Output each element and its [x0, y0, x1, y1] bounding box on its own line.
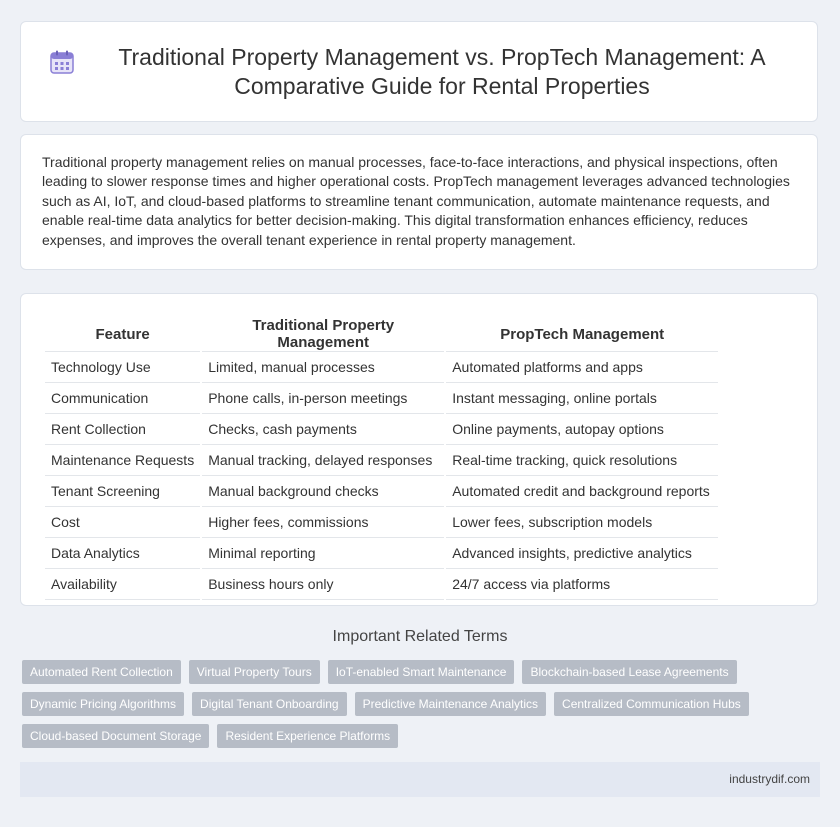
feature-cell: Maintenance Requests	[45, 445, 200, 476]
traditional-cell: Business hours only	[202, 569, 444, 600]
title-card	[20, 21, 818, 122]
related-term-tag[interactable]: Blockchain-based Lease Agreements	[522, 660, 736, 684]
table-row	[45, 538, 718, 569]
related-term-tag[interactable]: Cloud-based Document Storage	[22, 724, 209, 748]
proptech-cell: Online payments, autopay options	[446, 414, 718, 445]
column-header-traditional: Traditional Property Management	[202, 317, 444, 352]
footer-site-link[interactable]: industrydif.com	[729, 772, 810, 786]
traditional-cell: Phone calls, in-person meetings	[202, 383, 444, 414]
related-term-tag[interactable]: IoT-enabled Smart Maintenance	[328, 660, 515, 684]
traditional-cell: Checks, cash payments	[202, 414, 444, 445]
traditional-cell: Manual tracking, delayed responses	[202, 445, 444, 476]
feature-cell: Technology Use	[45, 352, 200, 383]
table-row	[45, 414, 718, 445]
footer-bar	[20, 762, 820, 797]
column-header-proptech: PropTech Management	[446, 317, 718, 352]
table-row	[45, 445, 718, 476]
related-term-tag[interactable]: Dynamic Pricing Algorithms	[22, 692, 184, 716]
proptech-cell: Automated credit and background reports	[446, 476, 718, 507]
related-terms-tags	[22, 660, 822, 756]
traditional-cell: Manual background checks	[202, 476, 444, 507]
feature-cell: Cost	[45, 507, 200, 538]
column-header-feature: Feature	[45, 317, 200, 352]
proptech-cell: Real-time tracking, quick resolutions	[446, 445, 718, 476]
table-row	[45, 352, 718, 383]
comparison-table-card	[20, 293, 818, 606]
feature-cell: Communication	[45, 383, 200, 414]
calendar-icon	[49, 49, 75, 75]
related-terms-heading: Important Related Terms	[332, 628, 508, 645]
proptech-cell: Automated platforms and apps	[446, 352, 718, 383]
table-row	[45, 383, 718, 414]
feature-cell: Availability	[45, 569, 200, 600]
proptech-cell: 24/7 access via platforms	[446, 569, 718, 600]
traditional-cell: Higher fees, commissions	[202, 507, 444, 538]
table-row	[45, 507, 718, 538]
table-row	[45, 476, 718, 507]
proptech-cell: Lower fees, subscription models	[446, 507, 718, 538]
related-term-tag[interactable]: Automated Rent Collection	[22, 660, 181, 684]
table-row	[45, 569, 718, 600]
intro-card	[20, 134, 818, 270]
related-term-tag[interactable]: Resident Experience Platforms	[217, 724, 398, 748]
comparison-table	[43, 317, 720, 600]
feature-cell: Rent Collection	[45, 414, 200, 445]
intro-paragraph: Traditional property management relies on manual processes, face-to-face interactions, and physical inspections, often leading to slower response times and higher operational costs. PropTech management leverages advanced technologies such as AI, IoT, and cloud-based platforms to streamline tenant communication, automate maintenance requests, and enable real-time data analytics for better decision-making. This digital transformation enhances efficiency, reduces expenses, and improves the overall tenant experience in rental property management.	[42, 154, 790, 248]
related-term-tag[interactable]: Predictive Maintenance Analytics	[355, 692, 546, 716]
proptech-cell: Instant messaging, online portals	[446, 383, 718, 414]
traditional-cell: Minimal reporting	[202, 538, 444, 569]
related-term-tag[interactable]: Digital Tenant Onboarding	[192, 692, 347, 716]
page-title: Traditional Property Management vs. PropTech Management: A Comparative Guide for Rental Properties	[118, 43, 766, 99]
title-wrap	[49, 43, 789, 101]
proptech-cell: Advanced insights, predictive analytics	[446, 538, 718, 569]
traditional-cell: Limited, manual processes	[202, 352, 444, 383]
feature-cell: Tenant Screening	[45, 476, 200, 507]
related-term-tag[interactable]: Virtual Property Tours	[189, 660, 320, 684]
related-term-tag[interactable]: Centralized Communication Hubs	[554, 692, 749, 716]
feature-cell: Data Analytics	[45, 538, 200, 569]
table-header-row	[45, 317, 718, 352]
